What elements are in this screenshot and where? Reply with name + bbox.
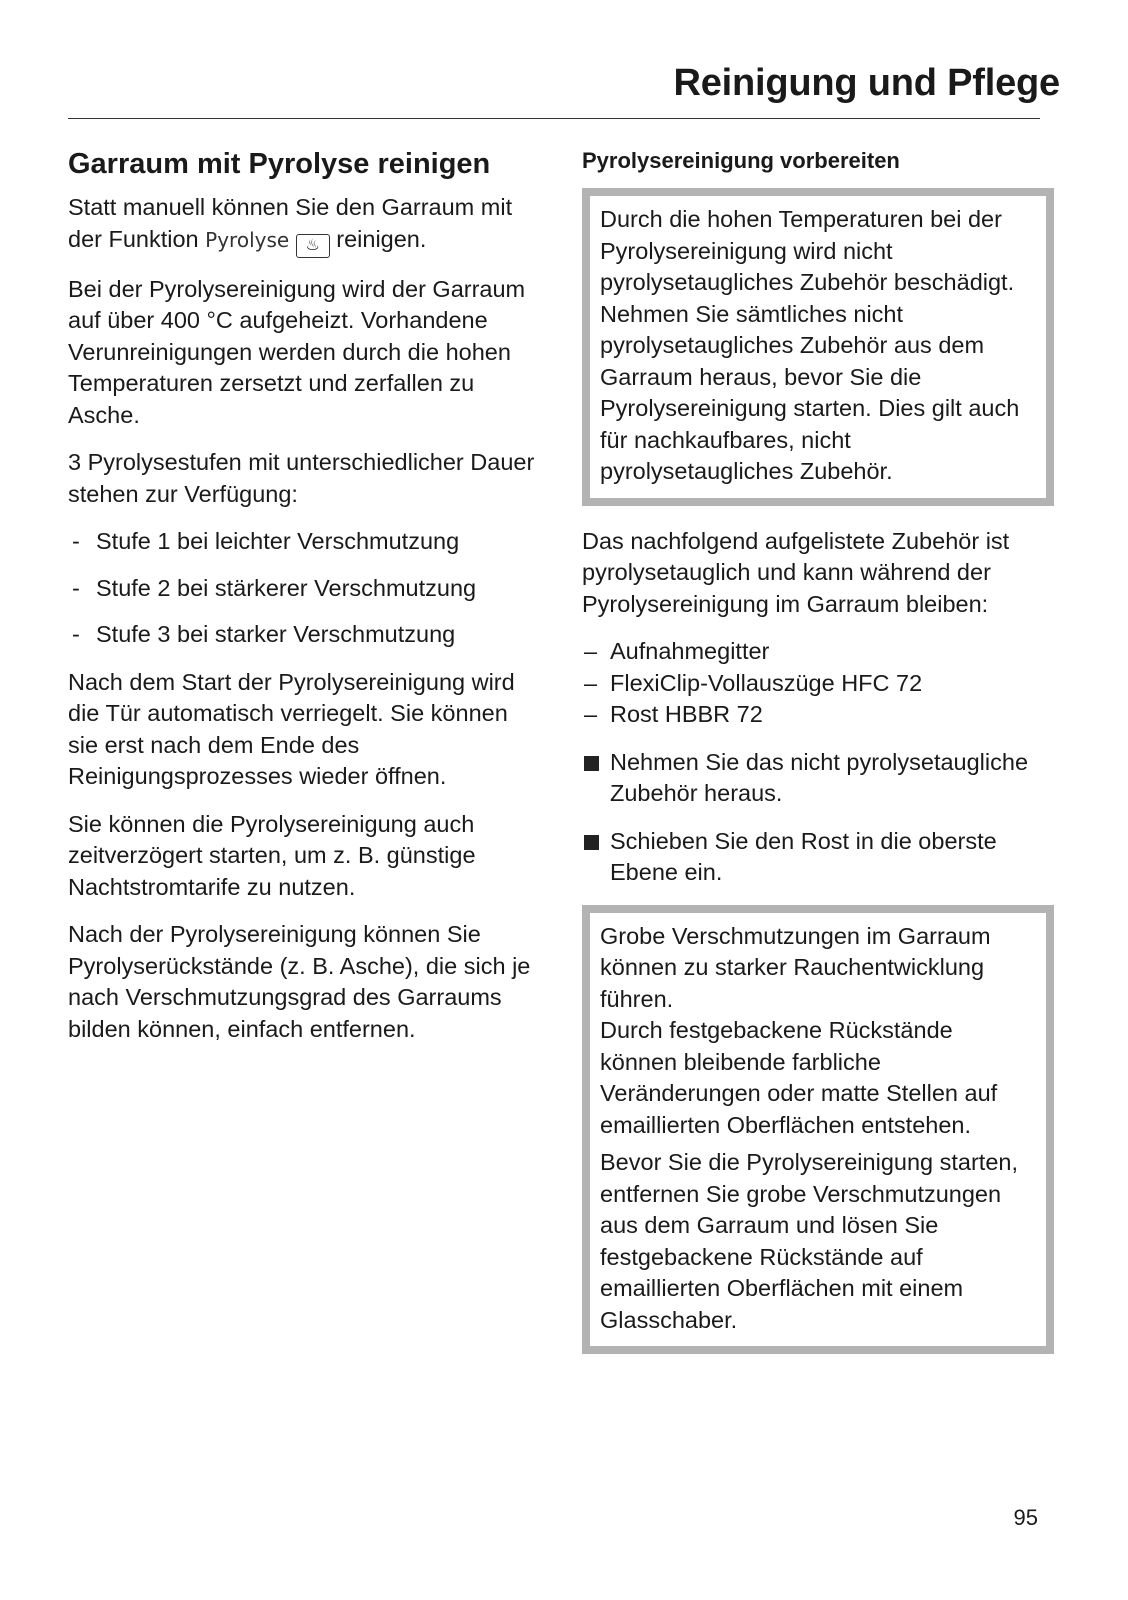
levels-paragraph: 3 Pyrolysestufen mit unterschiedlicher Dauer stehen zur Verfügung: (68, 449, 535, 507)
notice-warning: Grobe Verschmutzungen im Garraum können zu starker Rauchentwicklung führen. (600, 922, 991, 1012)
notice-instruction: Nehmen Sie sämtliches nicht pyrolysetaugliches Zubehör aus dem Garraum heraus, bevor Sie die Pyrolysereinigung starten. Dies gilt auch für nachkaufbares, nicht pyrolysetaugliches Zubehör. (600, 300, 1020, 484)
notice-box-accessories (582, 188, 1054, 506)
after-paragraph: Nach der Pyrolysereinigung können Sie Pyrolyserückstände (z. B. Asche), die sich je nach Verschmutzungsgrad des Garraums bilden können, einfach entfernen. (68, 921, 531, 1042)
accessory-text: FlexiClip-Vollauszüge HFC 72 (610, 669, 923, 696)
list-item (582, 636, 1060, 668)
dash-bullet: - (72, 621, 80, 647)
step-text: Schieben Sie den Rost in die oberste Ebene ein. (610, 827, 997, 885)
delay-paragraph: Sie können die Pyrolysereinigung auch zeitverzögert starten, um z. B. günstige Nachtstromtarife zu nutzen. (68, 810, 476, 900)
list-item (582, 668, 1060, 700)
notice-box-soiling (582, 905, 1054, 1355)
list-item (582, 747, 1060, 810)
level-text: Stufe 2 bei stärkerer Verschmutzung (96, 574, 477, 601)
intro-text-before: Statt manuell können Sie den Garraum mit der Funktion (68, 194, 513, 252)
subsection-heading: Pyrolysereinigung vorbereiten (582, 148, 900, 173)
accessory-text: Rost HBBR 72 (610, 701, 763, 727)
accessory-text: Aufnahmegitter (610, 638, 770, 664)
right-column (582, 146, 1060, 1374)
list-item (582, 826, 1060, 889)
lock-paragraph: Nach dem Start der Pyrolysereinigung wird die Tür automatisch verriegelt. Sie können sie erst nach dem Ende des Reinigungsprozesses wieder öffnen. (68, 668, 515, 789)
step-text: Nehmen Sie das nicht pyrolysetaugliche Zubehör heraus. (610, 748, 1029, 806)
list-item (68, 573, 538, 605)
levels-list (68, 526, 538, 651)
dash-bullet: – (584, 669, 598, 696)
accessories-paragraph: Das nachfolgend aufgelistete Zubehör ist pyrolysetauglich und kann während der Pyrolysereinigung im Garraum bleiben: (582, 527, 1010, 617)
dash-bullet: – (584, 638, 598, 664)
list-item (68, 619, 538, 651)
intro-paragraph (68, 192, 538, 258)
notice-detail: Durch festgebackene Rückstände können bleibende farbliche Veränderungen oder matte Stellen auf emaillierten Oberflächen entstehen. (600, 1017, 998, 1138)
page-number: 95 (1013, 1505, 1038, 1530)
notice-instruction: Bevor Sie die Pyrolysereinigung starten, entfernen Sie grobe Verschmutzungen aus dem Garraum und lösen Sie festgebackene Rückstände auf emaillierten Oberflächen mit einem Glasschaber. (600, 1149, 1018, 1333)
level-text: Stufe 3 bei starker Verschmutzung (96, 621, 456, 647)
square-bullet-icon (584, 835, 599, 850)
left-column (68, 146, 538, 1061)
level-text: Stufe 1 bei leichter Verschmutzung (96, 528, 460, 554)
section-heading: Garraum mit Pyrolyse reinigen (68, 148, 491, 180)
heat-paragraph: Bei der Pyrolysereinigung wird der Garraum auf über 400 °C aufgeheizt. Vorhandene Verunreinigungen werden durch die hohen Temperaturen zersetzt und zerfallen zu Asche. (68, 275, 526, 428)
dash-bullet: - (72, 528, 80, 554)
accessories-list (582, 636, 1060, 731)
intro-text-after: reinigen. (329, 225, 427, 252)
notice-warning: Durch die hohen Temperaturen bei der Pyrolysereinigung wird nicht pyrolysetaugliches Zubehör beschädigt. (600, 206, 1015, 295)
dash-bullet: – (584, 701, 598, 727)
pyrolysis-flame-icon: ♨ (296, 234, 330, 258)
list-item (582, 699, 1060, 731)
dash-bullet: - (72, 574, 80, 601)
square-bullet-icon (584, 756, 599, 771)
function-name: Pyrolyse (205, 227, 290, 252)
header-divider (68, 118, 1040, 119)
page-header-title: Reinigung und Pflege (673, 62, 1060, 104)
instruction-steps (582, 747, 1060, 889)
list-item (68, 526, 538, 558)
